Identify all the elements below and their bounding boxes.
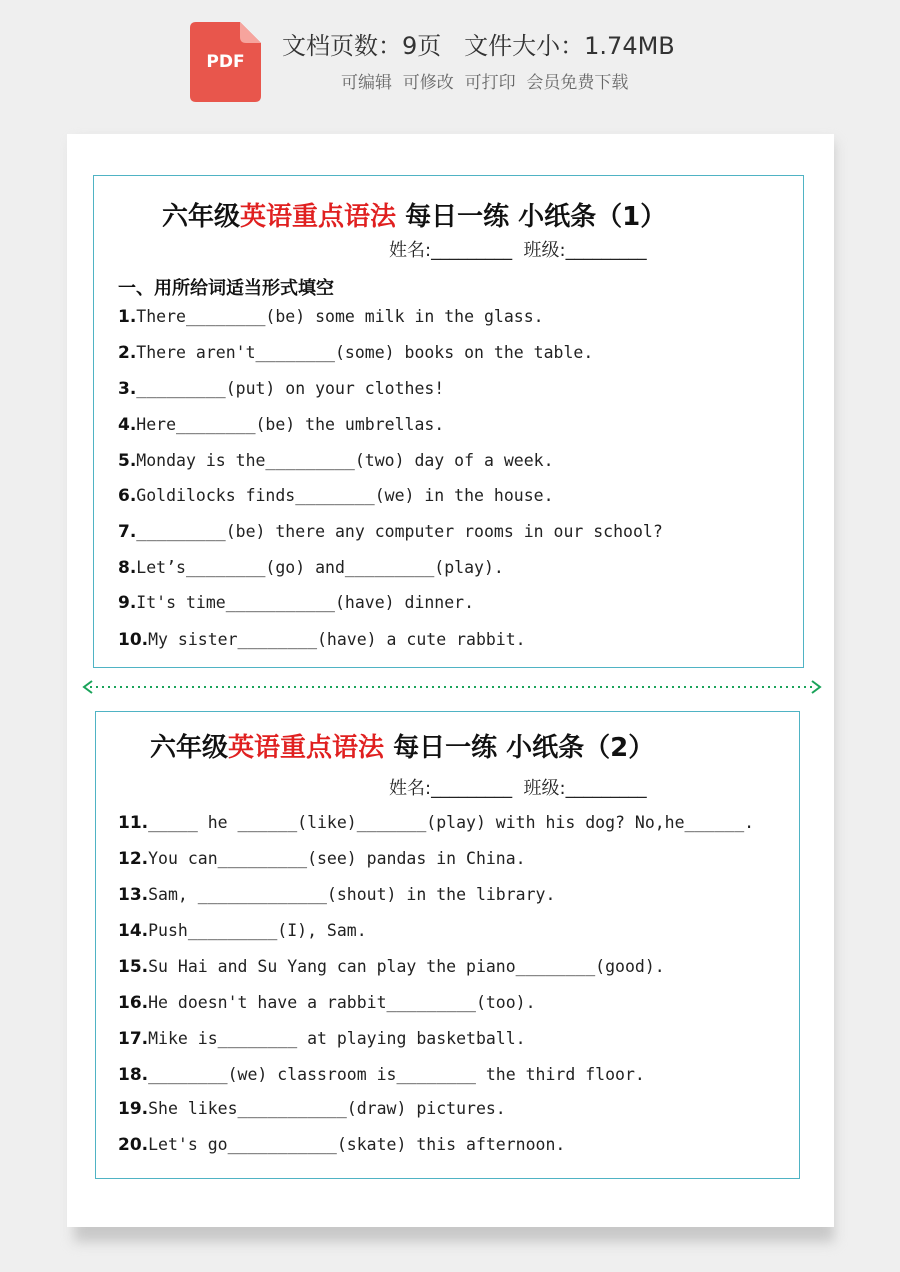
question-item: 17.Mike is________ at playing basketball.	[118, 1029, 526, 1049]
title-prefix: 六年级	[150, 733, 229, 763]
worksheet-title-1	[162, 196, 666, 233]
question-item: 16.He doesn't have a rabbit_________(too).	[118, 993, 536, 1013]
question-item: 6.Goldilocks finds________(we) in the house.	[118, 486, 554, 506]
question-item: 10.My sister________(have) a cute rabbit.	[118, 630, 526, 650]
document-meta: 文档页数：9页 文件大小：1.74MB	[282, 32, 675, 60]
title-suffix: 每日一练 小纸条（1）	[396, 202, 667, 232]
question-item: 5.Monday is the_________(two) day of a week.	[118, 451, 554, 471]
question-item: 11._____ he ______(like)_______(play) with his dog? No,he______.	[118, 813, 755, 833]
question-item: 19.She likes___________(draw) pictures.	[118, 1099, 506, 1119]
question-item: 4.Here________(be) the umbrellas.	[118, 415, 445, 435]
name-class-line-2: 姓名:_________ 班级:_________	[389, 778, 647, 799]
question-item: 7._________(be) there any computer rooms in our school?	[118, 522, 663, 542]
document-actions-text: 可编辑 可修改 可打印 会员免费下载	[341, 73, 629, 93]
question-item: 18.________(we) classroom is________ the third floor.	[118, 1065, 645, 1085]
question-item: 12.You can_________(see) pandas in China.	[118, 849, 526, 869]
pdf-badge-label: PDF	[206, 52, 245, 72]
title-prefix: 六年级	[162, 202, 241, 232]
question-item: 1.There________(be) some milk in the glass.	[118, 307, 544, 327]
question-item: 20.Let's go___________(skate) this afternoon.	[118, 1135, 566, 1155]
question-item: 13.Sam, _____________(shout) in the library.	[118, 885, 556, 905]
pdf-file-icon	[190, 22, 261, 102]
question-item: 8.Let’s________(go) and_________(play).	[118, 558, 504, 578]
question-item: 9.It's time___________(have) dinner.	[118, 593, 475, 613]
document-info-header	[0, 0, 900, 125]
name-class-line-1: 姓名:_________ 班级:_________	[389, 240, 647, 261]
question-item: 15.Su Hai and Su Yang can play the piano________(good).	[118, 957, 665, 977]
section-heading: 一、用所给词适当形式填空	[118, 278, 334, 299]
dotted-cut-line	[82, 680, 822, 694]
question-item: 14.Push_________(I), Sam.	[118, 921, 367, 941]
title-highlight: 英语重点语法	[228, 733, 385, 763]
title-suffix: 每日一练 小纸条（2）	[384, 733, 655, 763]
question-item: 3._________(put) on your clothes!	[118, 379, 445, 399]
title-highlight: 英语重点语法	[240, 202, 397, 232]
worksheet-title-2	[150, 727, 654, 764]
question-item: 2.There aren't________(some) books on the table.	[118, 343, 594, 363]
